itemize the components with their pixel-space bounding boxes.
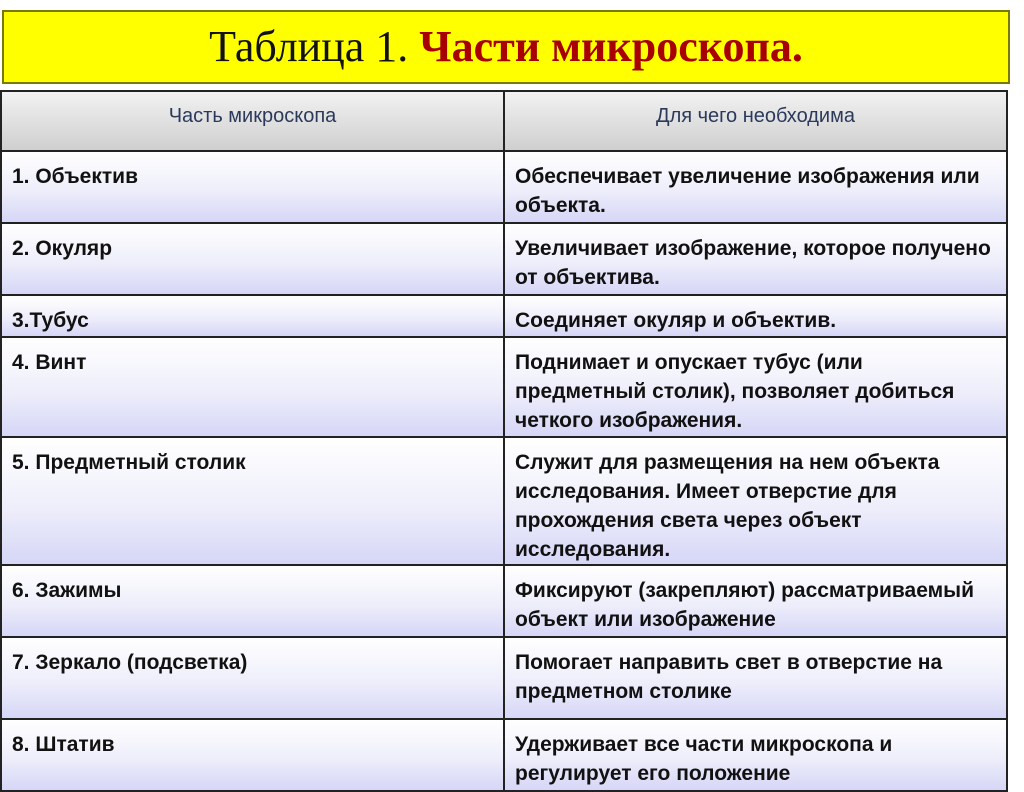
part-cell: 6. Зажимы bbox=[1, 565, 504, 637]
table-row bbox=[1, 337, 1007, 437]
table-row bbox=[1, 223, 1007, 295]
microscope-parts-table bbox=[0, 90, 1008, 792]
microscope-parts-table-wrapper bbox=[0, 90, 1008, 792]
part-cell: 5. Предметный столик bbox=[1, 437, 504, 565]
table-row bbox=[1, 151, 1007, 223]
purpose-cell: Фиксируют (закрепляют) рассматриваемый объект или изображение bbox=[504, 565, 1007, 637]
part-cell: 7. Зеркало (подсветка) bbox=[1, 637, 504, 719]
part-cell: 8. Штатив bbox=[1, 719, 504, 791]
table-row bbox=[1, 719, 1007, 791]
part-cell: 4. Винт bbox=[1, 337, 504, 437]
title-prefix: Таблица 1. bbox=[209, 22, 409, 71]
title-accent: Части микроскопа. bbox=[419, 22, 803, 71]
table-row bbox=[1, 637, 1007, 719]
part-cell: 1. Объектив bbox=[1, 151, 504, 223]
header-row bbox=[1, 91, 1007, 151]
part-cell: 3.Тубус bbox=[1, 295, 504, 337]
purpose-cell: Помогает направить свет в отверстие на предметном столике bbox=[504, 637, 1007, 719]
purpose-cell: Поднимает и опускает тубус (или предметный столик), позволяет добиться четкого изображения. bbox=[504, 337, 1007, 437]
purpose-cell: Обеспечивает увеличение изображения или объекта. bbox=[504, 151, 1007, 223]
header-purpose: Для чего необходима bbox=[504, 91, 1007, 151]
table-row bbox=[1, 565, 1007, 637]
purpose-cell: Служит для размещения на нем объекта исследования. Имеет отверстие для прохождения света через объект исследования. bbox=[504, 437, 1007, 565]
table-row bbox=[1, 295, 1007, 337]
header-part: Часть микроскопа bbox=[1, 91, 504, 151]
part-cell: 2. Окуляр bbox=[1, 223, 504, 295]
purpose-cell: Соединяет окуляр и объектив. bbox=[504, 295, 1007, 337]
purpose-cell: Увеличивает изображение, которое получено от объектива. bbox=[504, 223, 1007, 295]
table-row bbox=[1, 437, 1007, 565]
purpose-cell: Удерживает все части микроскопа и регулирует его положение bbox=[504, 719, 1007, 791]
title-banner bbox=[2, 10, 1010, 84]
